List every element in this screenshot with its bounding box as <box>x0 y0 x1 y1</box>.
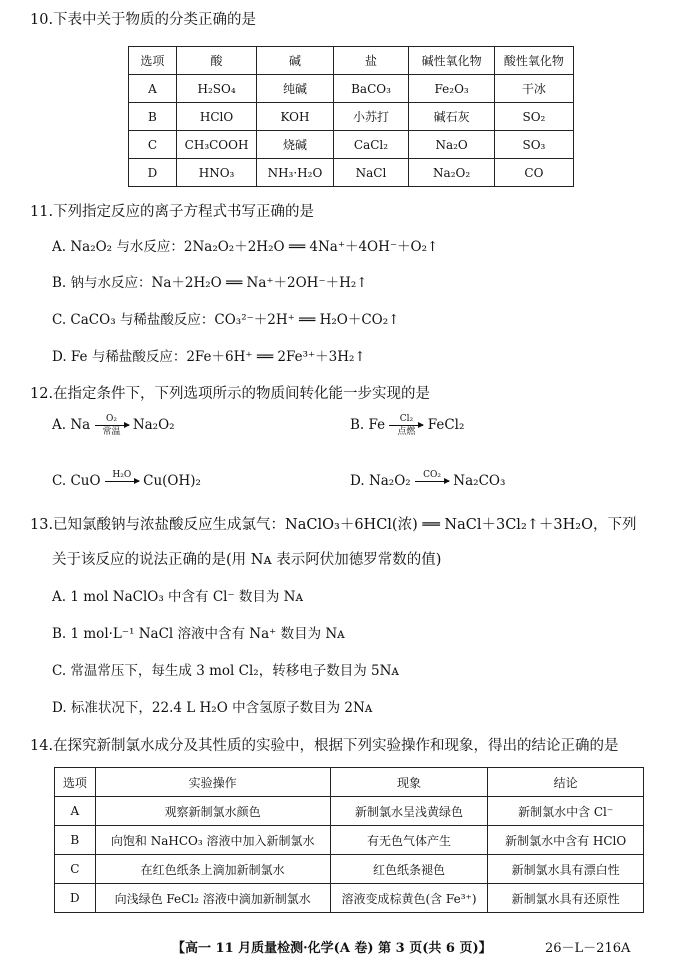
q11-stem: 11.下列指定反应的离子方程式书写正确的是 <box>30 204 315 220</box>
reaction-arrow <box>95 414 129 437</box>
q14-table <box>54 767 644 913</box>
product: FeCl₂ <box>427 417 465 433</box>
table-cell: D <box>129 159 177 187</box>
reaction-arrow <box>105 470 139 493</box>
arrow-top-label: CO₂ <box>423 470 441 480</box>
table-cell: KOH <box>257 103 333 131</box>
table-cell: 新制氯水中含有 HClO <box>488 826 644 855</box>
q10-table <box>128 46 574 187</box>
q11-option-b: B. 钠与水反应：Na＋2H₂O ══ Na⁺＋2OH⁻＋H₂↑ <box>52 275 368 291</box>
table-header: 实验操作 <box>95 768 330 797</box>
table-header: 选项 <box>129 47 177 75</box>
table-cell: HNO₃ <box>176 159 256 187</box>
table-cell: H₂SO₄ <box>176 75 256 103</box>
reactant: Na₂O₂ <box>368 473 411 489</box>
table-header-row <box>55 768 644 797</box>
table-cell: Na₂O₂ <box>409 159 494 187</box>
q13-option-c: C. 常温常压下，每生成 3 mol Cl₂，转移电子数目为 5Nᴀ <box>52 663 400 679</box>
q12-option-d <box>350 470 505 493</box>
reactant: Fe <box>368 417 386 433</box>
q13-option-a: A. 1 mol NaClO₃ 中含有 Cl⁻ 数目为 Nᴀ <box>52 589 304 605</box>
arrow-top-label: O₂ <box>106 414 118 424</box>
table-cell: SO₃ <box>494 131 573 159</box>
reactant: CuO <box>70 473 101 489</box>
table-cell: HClO <box>176 103 256 131</box>
table-cell: 观察新制氯水颜色 <box>95 797 330 826</box>
q13-option-d: D. 标准状况下，22.4 L H₂O 中含氢原子数目为 2Nᴀ <box>52 700 373 716</box>
table-cell: BaCO₃ <box>333 75 409 103</box>
table-cell: 烧碱 <box>257 131 333 159</box>
table-cell: 在红色纸条上滴加新制氯水 <box>95 855 330 884</box>
table-row <box>129 131 574 159</box>
table-cell: 有无色气体产生 <box>330 826 488 855</box>
q11-option-d: D. Fe 与稀盐酸反应：2Fe＋6H⁺ ══ 2Fe³⁺＋3H₂↑ <box>52 349 366 365</box>
table-cell: 新制氯水中含 Cl⁻ <box>488 797 644 826</box>
product: Cu(OH)₂ <box>143 473 201 489</box>
table-cell: 向浅绿色 FeCl₂ 溶液中滴加新制氯水 <box>95 884 330 913</box>
table-cell: 新制氯水呈浅黄绿色 <box>330 797 488 826</box>
option-label: A. <box>52 417 67 433</box>
reaction-arrow <box>415 470 449 493</box>
table-cell: SO₂ <box>494 103 573 131</box>
table-cell: A <box>55 797 96 826</box>
table-cell: 红色纸条褪色 <box>330 855 488 884</box>
table-row <box>129 159 574 187</box>
table-row <box>55 797 644 826</box>
q10-stem: 10.下表中关于物质的分类正确的是 <box>30 12 257 28</box>
q14-stem: 14.在探究新制氯水成分及其性质的实验中，根据下列实验操作和现象，得出的结论正确的是 <box>30 738 619 754</box>
table-row <box>55 826 644 855</box>
product: Na₂CO₃ <box>453 473 506 489</box>
table-cell: CO <box>494 159 573 187</box>
table-header: 酸 <box>176 47 256 75</box>
q11-option-a: A. Na₂O₂ 与水反应：2Na₂O₂＋2H₂O ══ 4Na⁺＋4OH⁻＋O₂↑ <box>52 239 439 255</box>
q12-option-c <box>52 470 201 493</box>
table-cell: CaCl₂ <box>333 131 409 159</box>
table-header: 结论 <box>488 768 644 797</box>
option-label: B. <box>350 417 365 433</box>
reaction-arrow <box>389 414 423 437</box>
table-header-row <box>129 47 574 75</box>
arrow-bottom-label: 常温 <box>102 427 121 437</box>
table-header: 选项 <box>55 768 96 797</box>
table-cell: NaCl <box>333 159 409 187</box>
table-cell: B <box>129 103 177 131</box>
q13-stem-line1: 13.已知氯酸钠与浓盐酸反应生成氯气：NaClO₃＋6HCl(浓) ══ NaCl＋3Cl₂↑＋3H₂O，下列 <box>30 517 637 533</box>
table-cell: C <box>129 131 177 159</box>
arrow-bottom-label <box>415 483 449 493</box>
table-cell: D <box>55 884 96 913</box>
arrow-top-label: Cl₂ <box>399 414 414 424</box>
q11-option-c: C. CaCO₃ 与稀盐酸反应：CO₃²⁻＋2H⁺ ══ H₂O＋CO₂↑ <box>52 312 400 328</box>
table-cell: Na₂O <box>409 131 494 159</box>
table-cell: 新制氯水具有漂白性 <box>488 855 644 884</box>
q12-option-a <box>52 414 175 437</box>
table-cell: 碱石灰 <box>409 103 494 131</box>
table-header: 盐 <box>333 47 409 75</box>
option-label: D. <box>350 473 365 489</box>
table-cell: 干冰 <box>494 75 573 103</box>
table-row <box>129 103 574 131</box>
table-cell: A <box>129 75 177 103</box>
page-footer: 【高一 11 月质量检测·化学(A 卷) 第 3 页(共 6 页)】 <box>172 941 492 956</box>
option-label: C. <box>52 473 67 489</box>
arrow-top-label: H₂O <box>112 470 132 480</box>
table-cell: C <box>55 855 96 884</box>
table-header: 碱 <box>257 47 333 75</box>
table-row <box>55 884 644 913</box>
table-cell: 小苏打 <box>333 103 409 131</box>
table-cell: B <box>55 826 96 855</box>
reactant: Na <box>70 417 91 433</box>
table-row <box>55 855 644 884</box>
table-cell: Fe₂O₃ <box>409 75 494 103</box>
table-row <box>129 75 574 103</box>
q12-stem: 12.在指定条件下，下列选项所示的物质间转化能一步实现的是 <box>30 386 431 402</box>
product: Na₂O₂ <box>132 417 175 433</box>
table-cell: 新制氯水具有还原性 <box>488 884 644 913</box>
arrow-bottom-label <box>105 483 139 493</box>
table-cell: 溶液变成棕黄色(含 Fe³⁺) <box>330 884 488 913</box>
table-cell: 纯碱 <box>257 75 333 103</box>
table-cell: CH₃COOH <box>176 131 256 159</box>
q13-option-b: B. 1 mol·L⁻¹ NaCl 溶液中含有 Na⁺ 数目为 Nᴀ <box>52 626 345 642</box>
table-cell: NH₃·H₂O <box>257 159 333 187</box>
table-header: 酸性氧化物 <box>494 47 573 75</box>
q13-stem-line2: 关于该反应的说法正确的是(用 Nᴀ 表示阿伏加德罗常数的值) <box>52 552 442 568</box>
arrow-bottom-label: 点燃 <box>397 427 416 437</box>
table-header: 碱性氧化物 <box>409 47 494 75</box>
table-header: 现象 <box>330 768 488 797</box>
table-cell: 向饱和 NaHCO₃ 溶液中加入新制氯水 <box>95 826 330 855</box>
exam-code: 26－L－216A <box>545 941 631 956</box>
q12-option-b <box>350 414 464 437</box>
